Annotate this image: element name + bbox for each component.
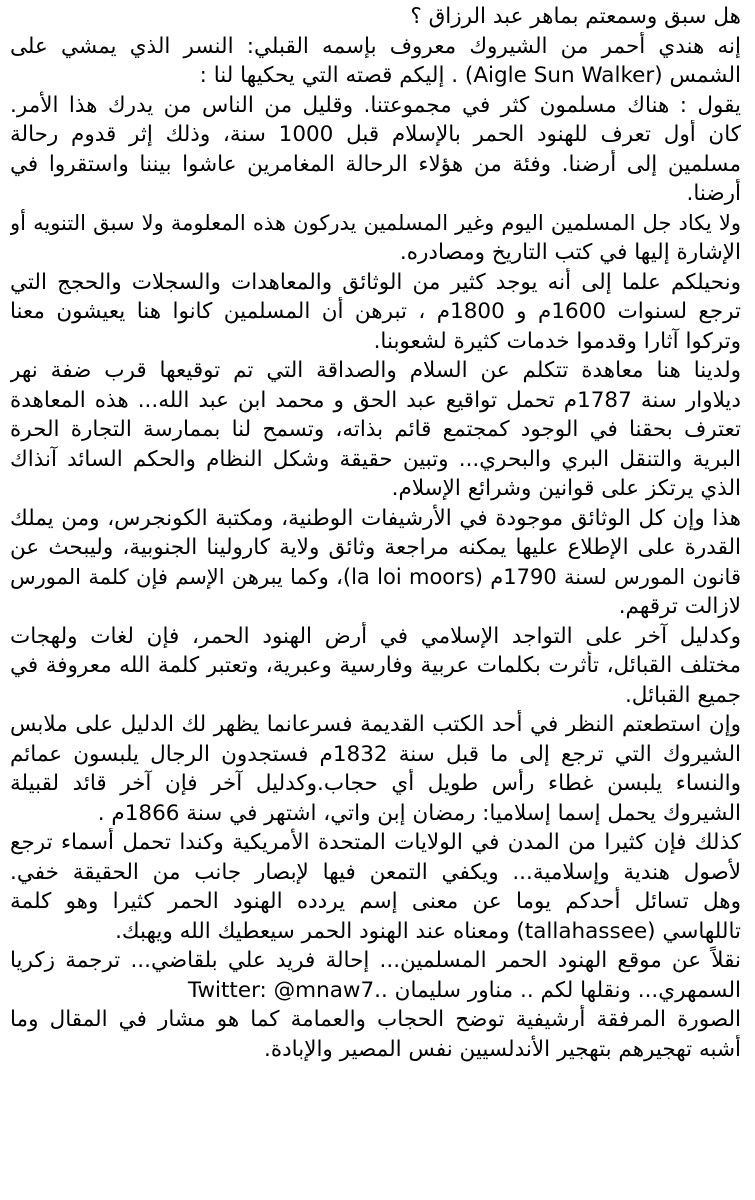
text-line: مختلف القبائل، تأثرت بكلمات عربية وفارسية وعبرية، وتعتبر كلمة الله معروفة في	[10, 653, 741, 678]
text-line: القدرة على الإطلاع عليها يمكنه مراجعة وثائق ولاية كارولينا الجنوبية، وليبحث عن	[10, 535, 741, 560]
text-line: تاللهاسي (tallahassee) ومعناه عند الهنود الحمر سيعطيك الله ويهبك.	[115, 918, 741, 944]
text-line: الإشارة إليها في كتب التاريخ ومصادره.	[399, 240, 741, 265]
text-line: الشيروك يحمل إسما إسلاميا: رمضان إبن واتي، اشتهر في سنة 1866م .	[97, 800, 741, 826]
text-line: البرية والتنقل البري والبحري... وتبين حقيقة وشكل النظام والحكم السائد آنذاك	[10, 446, 741, 472]
text-line: لازالت ترقهم.	[618, 594, 741, 619]
text-line: تعترف بحقنا في الوجود كمجتمع قائم بذاته، وتسمح لنا بممارسة التجارة الحرة	[10, 417, 741, 442]
text-line: وإن استطعتم النظر في أحد الكتب القديمة فسرعانما يظهر لك الدليل على ملابس	[10, 712, 741, 737]
text-line: لأصول هندية وإسلامية... ويكفي التمعن فيها لإبصار جانب من الحقيقة خفي.	[10, 859, 741, 885]
text-line: كذلك فإن كثيرا من المدن في الولايات المتحدة الأمريكية وكندا تحمل أسماء ترجع	[10, 830, 741, 855]
text-line: والنساء يلبسن غطاء رأس طويل أي حجاب.وكدليل آخر فإن آخر قائد لقبيلة	[10, 771, 741, 796]
text-line: ونحيلكم علما إلى أنه يوجد كثير من الوثائق والمعاهدات والسجلات والحجج التي	[10, 269, 741, 295]
text-line: الذي يرتكز على قوانين وشرائع الإسلام.	[391, 476, 741, 501]
text-line: أرضنا.	[686, 181, 741, 206]
text-line: مسلمين إلى أرضنا. وفئة من هؤلاء الرحالة المغامرين عاشوا بيننا واستقروا في	[10, 151, 741, 177]
text-line: قانون المورس لسنة 1790م (la loi moors)، وكما يبرهن الإسم فإن كلمة المورس	[10, 564, 741, 589]
text-line: وكدليل آخر على التواجد الإسلامي في أرض الهنود الحمر، فإن لغات ولهجات	[10, 623, 741, 649]
text-line: كان أول تعرف للهنود الحمر بالإسلام قبل 1000 سنة، وذلك إثر قدوم رحالة	[10, 122, 741, 147]
text-line: يقول : هناك مسلمون كثر في مجموعتنا. وقليل من الناس من يدرك هذا الأمر.	[10, 92, 741, 118]
text-line: وتركوا آثارا وقدموا خدمات كثيرة لشعوبنا.	[373, 328, 741, 354]
text-line: الصورة المرفقة أرشيفية توضح الحجاب والعمامة كما هو مشار في المقال وما	[10, 1007, 741, 1032]
text-line: ولا يكاد جل المسلمين اليوم وغير المسلمين يدركون هذه المعلومة ولا سبق التنويه أو	[10, 210, 741, 235]
text-line: إنه هندي أحمر من الشيروك معروف بإسمه القبلي: النسر الذي يمشي على	[10, 33, 741, 59]
text-line: ولدينا هنا معاهدة تتكلم عن السلام والصداقة التي تم توقيعها قرب ضفة نهر	[10, 358, 741, 383]
text-line: الشيروك التي ترجع إلى ما قبل سنة 1832م فستجدون الرجال يلبسون عمائم	[10, 741, 741, 767]
text-line: هذا وإن كل الوثائق موجودة في الأرشيفات الوطنية، ومكتبة الكونجرس، ومن يملك	[10, 505, 741, 531]
text-line: وهل تسائل أحدكم يوما عن معنى إسم يردده الهنود الحمر كثيرا وهو كلمة	[10, 889, 741, 914]
text-line: جميع القبائل.	[624, 682, 741, 708]
text-line: نقلاً عن موقع الهنود الحمر المسلمين... إحالة فريد علي بلقاضي... ترجمة زكريا	[10, 948, 741, 973]
text-line: ديلاوار سنة 1787م تحمل تواقيع عبد الحق و محمد ابن عبد الله... هذه المعاهدة	[10, 387, 741, 413]
text-line: السمهري... ونقلها لكم .. مناور سليمان ..Twitter: @mnaw7	[187, 977, 741, 1003]
text-line: الشمس (Aigle Sun Walker) . إليكم قصته التي يحكيها لنا :	[199, 63, 741, 88]
text-line: ترجع لسنوات 1600م و 1800م ، تبرهن أن المسلمين كانوا هنا يعيشون معنا	[10, 299, 741, 324]
text-line: هل سبق وسمعتم بماهر عبد الرزاق ؟	[410, 4, 741, 29]
text-line: أشبه تهجيرهم بتهجير الأندلسيين نفس المصير والإبادة.	[263, 1036, 741, 1062]
